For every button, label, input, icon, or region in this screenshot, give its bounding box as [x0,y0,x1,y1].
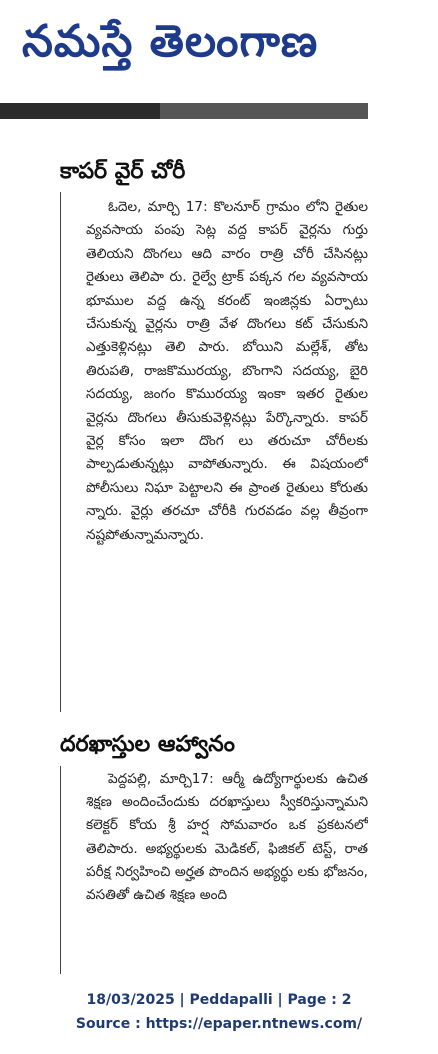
article2-body: పెద్దపల్లి, మార్చి17: ఆర్మీ ఉద్యోగార్థులకు ఉచిత శిక్షణ అందించేందుకు దరఖాస్తులు స్వీకరిస్తున్నామని కలెక్టర్ కోయ శ్రీ హర్ష సోమవారం ఒక ప్రకటనలో తెలిపారు. అభ్యర్థులకు మెడికల్, ఫిజికల్ టెస్ట్, రాత పరీక్ష నిర్వహించి అర్హత పొందిన అభ్యర్థు లకు భోజనం, వసతితో ఉచిత శిక్షణ అంది [86,771,368,904]
footer-source-link[interactable]: Source : https://epaper.ntnews.com/ [75,1016,363,1032]
article1-body: ఓదెల, మార్చి 17: కొలనూర్ గ్రామం లోని రైతుల వ్యవసాయ పంపు సెట్ల వద్ద కాపర్ వైర్లను గుర్తు తెలియని దొంగలు ఆది వారం రాత్రి చోరీ చేసినట్లు రైతులు తెలిపా రు. రైల్వే ట్రాక్ పక్కన గల వ్యవసాయ భూముల వద్ద ఉన్న కరంట్ ఇంజిన్లకు ఏర్పాటు చేసుకున్న వైర్లను రాత్రి వేళ దొంగలు కట్ చేసుకుని ఎత్తుకెళ్లినట్లు తెలి పారు. బోయిని మల్లేశ్, తోట తిరుపతి, రాజకొమురయ్య, బొంగాని సదయ్య, బైరి సదయ్య, జంగం కొమురయ్య ఇంకా ఇతర రైతుల వైర్లను దొంగలు తీసుకువెళ్లినట్లు పేర్కొన్నారు. కాపర్ వైర్ల కోసం ఇలా దొంగ లు తరుచూ చోరీలకు పాల్పడుతున్నట్లు వాపోతున్నారు. ఈ విషయంలో పోలీసులు నిఘా పెట్టాలని ఈ ప్రాంత రైతులు కోరుతు న్నారు. వైర్లు తరచూ చోరీకి గురవడం వల్ల తీవ్రంగా నష్టపోతున్నామన్నారు. [86,199,368,543]
header-rule-mid [160,103,368,119]
article2-headline: దరఖాస్తుల ఆహ్వానం [60,732,235,757]
article1-column-rule [60,192,61,712]
article1-headline: కాపర్ వైర్ చోరీ [60,159,186,184]
newspaper-masthead: నమస్తే తెలంగాణ [22,16,319,67]
header-rule-dark [0,103,160,119]
footer-date-edition: 18/03/2025 | Peddapalli | Page : 2 [86,992,352,1008]
article2-column-rule [60,766,61,974]
